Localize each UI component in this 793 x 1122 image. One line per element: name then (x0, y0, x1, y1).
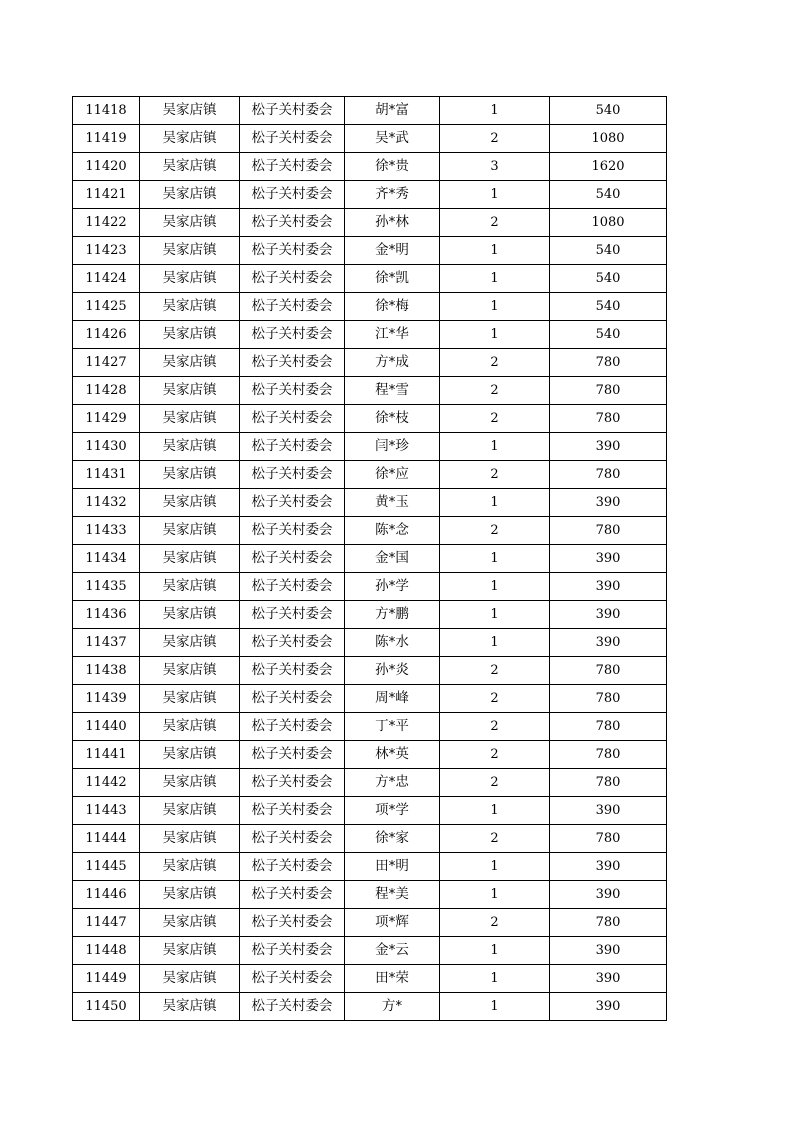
table-row (73, 853, 667, 881)
person-name-cell: 孙*林 (345, 209, 440, 237)
count-cell: 1 (440, 265, 550, 293)
count-cell: 1 (440, 181, 550, 209)
table-row (73, 825, 667, 853)
town-cell: 吴家店镇 (140, 153, 240, 181)
amount-cell: 390 (550, 489, 667, 517)
amount-cell: 390 (550, 853, 667, 881)
village-cell: 松子关村委会 (240, 993, 345, 1021)
count-cell: 2 (440, 405, 550, 433)
count-cell: 3 (440, 153, 550, 181)
town-cell: 吴家店镇 (140, 601, 240, 629)
town-cell: 吴家店镇 (140, 769, 240, 797)
table-row (73, 237, 667, 265)
amount-cell: 390 (550, 993, 667, 1021)
table-row (73, 601, 667, 629)
amount-cell: 1620 (550, 153, 667, 181)
village-cell: 松子关村委会 (240, 517, 345, 545)
village-cell: 松子关村委会 (240, 153, 345, 181)
table-row (73, 461, 667, 489)
row-id-cell: 11444 (73, 825, 140, 853)
row-id-cell: 11421 (73, 181, 140, 209)
person-name-cell: 徐*枝 (345, 405, 440, 433)
table-row (73, 769, 667, 797)
person-name-cell: 田*明 (345, 853, 440, 881)
row-id-cell: 11431 (73, 461, 140, 489)
count-cell: 2 (440, 657, 550, 685)
table-row (73, 97, 667, 125)
amount-cell: 780 (550, 461, 667, 489)
count-cell: 1 (440, 881, 550, 909)
amount-cell: 390 (550, 433, 667, 461)
data-table (72, 96, 667, 1021)
person-name-cell: 孙*学 (345, 573, 440, 601)
amount-cell: 780 (550, 825, 667, 853)
count-cell: 1 (440, 993, 550, 1021)
person-name-cell: 徐*梅 (345, 293, 440, 321)
table-row (73, 965, 667, 993)
amount-cell: 390 (550, 937, 667, 965)
town-cell: 吴家店镇 (140, 993, 240, 1021)
count-cell: 1 (440, 937, 550, 965)
person-name-cell: 程*雪 (345, 377, 440, 405)
row-id-cell: 11433 (73, 517, 140, 545)
count-cell: 2 (440, 713, 550, 741)
amount-cell: 780 (550, 909, 667, 937)
town-cell: 吴家店镇 (140, 237, 240, 265)
town-cell: 吴家店镇 (140, 937, 240, 965)
row-id-cell: 11420 (73, 153, 140, 181)
town-cell: 吴家店镇 (140, 685, 240, 713)
count-cell: 1 (440, 433, 550, 461)
table-row (73, 321, 667, 349)
amount-cell: 780 (550, 713, 667, 741)
person-name-cell: 江*华 (345, 321, 440, 349)
village-cell: 松子关村委会 (240, 881, 345, 909)
town-cell: 吴家店镇 (140, 181, 240, 209)
amount-cell: 540 (550, 265, 667, 293)
table-row (73, 517, 667, 545)
table-row (73, 545, 667, 573)
count-cell: 1 (440, 853, 550, 881)
town-cell: 吴家店镇 (140, 517, 240, 545)
village-cell: 松子关村委会 (240, 741, 345, 769)
amount-cell: 540 (550, 321, 667, 349)
row-id-cell: 11430 (73, 433, 140, 461)
town-cell: 吴家店镇 (140, 293, 240, 321)
village-cell: 松子关村委会 (240, 685, 345, 713)
person-name-cell: 方* (345, 993, 440, 1021)
table-row (73, 993, 667, 1021)
person-name-cell: 孙*炎 (345, 657, 440, 685)
row-id-cell: 11449 (73, 965, 140, 993)
amount-cell: 390 (550, 629, 667, 657)
count-cell: 2 (440, 517, 550, 545)
town-cell: 吴家店镇 (140, 853, 240, 881)
town-cell: 吴家店镇 (140, 461, 240, 489)
table-row (73, 377, 667, 405)
table-row (73, 433, 667, 461)
table-row (73, 349, 667, 377)
person-name-cell: 项*学 (345, 797, 440, 825)
amount-cell: 1080 (550, 209, 667, 237)
amount-cell: 390 (550, 881, 667, 909)
row-id-cell: 11450 (73, 993, 140, 1021)
amount-cell: 540 (550, 97, 667, 125)
row-id-cell: 11447 (73, 909, 140, 937)
row-id-cell: 11438 (73, 657, 140, 685)
person-name-cell: 金*明 (345, 237, 440, 265)
row-id-cell: 11426 (73, 321, 140, 349)
person-name-cell: 徐*贵 (345, 153, 440, 181)
table-row (73, 265, 667, 293)
table-row (73, 657, 667, 685)
table-row (73, 713, 667, 741)
person-name-cell: 徐*家 (345, 825, 440, 853)
table-row (73, 881, 667, 909)
village-cell: 松子关村委会 (240, 209, 345, 237)
village-cell: 松子关村委会 (240, 377, 345, 405)
village-cell: 松子关村委会 (240, 265, 345, 293)
count-cell: 1 (440, 965, 550, 993)
row-id-cell: 11423 (73, 237, 140, 265)
count-cell: 2 (440, 685, 550, 713)
person-name-cell: 项*辉 (345, 909, 440, 937)
row-id-cell: 11443 (73, 797, 140, 825)
amount-cell: 390 (550, 573, 667, 601)
table-row (73, 209, 667, 237)
count-cell: 2 (440, 769, 550, 797)
count-cell: 2 (440, 349, 550, 377)
count-cell: 2 (440, 909, 550, 937)
row-id-cell: 11418 (73, 97, 140, 125)
village-cell: 松子关村委会 (240, 825, 345, 853)
count-cell: 2 (440, 125, 550, 153)
village-cell: 松子关村委会 (240, 349, 345, 377)
count-cell: 1 (440, 97, 550, 125)
town-cell: 吴家店镇 (140, 209, 240, 237)
village-cell: 松子关村委会 (240, 461, 345, 489)
person-name-cell: 周*峰 (345, 685, 440, 713)
person-name-cell: 程*美 (345, 881, 440, 909)
row-id-cell: 11419 (73, 125, 140, 153)
town-cell: 吴家店镇 (140, 741, 240, 769)
row-id-cell: 11425 (73, 293, 140, 321)
count-cell: 1 (440, 601, 550, 629)
village-cell: 松子关村委会 (240, 489, 345, 517)
person-name-cell: 方*成 (345, 349, 440, 377)
village-cell: 松子关村委会 (240, 713, 345, 741)
amount-cell: 780 (550, 517, 667, 545)
table-row (73, 405, 667, 433)
row-id-cell: 11442 (73, 769, 140, 797)
amount-cell: 540 (550, 181, 667, 209)
village-cell: 松子关村委会 (240, 853, 345, 881)
person-name-cell: 方*鹏 (345, 601, 440, 629)
table-row (73, 489, 667, 517)
amount-cell: 1080 (550, 125, 667, 153)
town-cell: 吴家店镇 (140, 573, 240, 601)
village-cell: 松子关村委会 (240, 797, 345, 825)
person-name-cell: 田*荣 (345, 965, 440, 993)
count-cell: 1 (440, 489, 550, 517)
table-row (73, 181, 667, 209)
row-id-cell: 11434 (73, 545, 140, 573)
row-id-cell: 11440 (73, 713, 140, 741)
table-row (73, 909, 667, 937)
person-name-cell: 黄*玉 (345, 489, 440, 517)
town-cell: 吴家店镇 (140, 349, 240, 377)
count-cell: 1 (440, 321, 550, 349)
table-row (73, 629, 667, 657)
town-cell: 吴家店镇 (140, 97, 240, 125)
town-cell: 吴家店镇 (140, 405, 240, 433)
count-cell: 1 (440, 797, 550, 825)
row-id-cell: 11429 (73, 405, 140, 433)
row-id-cell: 11441 (73, 741, 140, 769)
town-cell: 吴家店镇 (140, 965, 240, 993)
amount-cell: 780 (550, 405, 667, 433)
person-name-cell: 闫*珍 (345, 433, 440, 461)
amount-cell: 780 (550, 685, 667, 713)
village-cell: 松子关村委会 (240, 181, 345, 209)
amount-cell: 390 (550, 545, 667, 573)
row-id-cell: 11436 (73, 601, 140, 629)
count-cell: 2 (440, 741, 550, 769)
count-cell: 1 (440, 545, 550, 573)
village-cell: 松子关村委会 (240, 573, 345, 601)
table-row (73, 937, 667, 965)
village-cell: 松子关村委会 (240, 433, 345, 461)
table-row (73, 153, 667, 181)
town-cell: 吴家店镇 (140, 909, 240, 937)
town-cell: 吴家店镇 (140, 797, 240, 825)
town-cell: 吴家店镇 (140, 377, 240, 405)
amount-cell: 780 (550, 377, 667, 405)
amount-cell: 780 (550, 741, 667, 769)
count-cell: 2 (440, 461, 550, 489)
town-cell: 吴家店镇 (140, 825, 240, 853)
table-body (73, 97, 667, 1021)
village-cell: 松子关村委会 (240, 909, 345, 937)
village-cell: 松子关村委会 (240, 321, 345, 349)
table-row (73, 573, 667, 601)
town-cell: 吴家店镇 (140, 489, 240, 517)
village-cell: 松子关村委会 (240, 601, 345, 629)
count-cell: 1 (440, 237, 550, 265)
person-name-cell: 胡*富 (345, 97, 440, 125)
amount-cell: 780 (550, 657, 667, 685)
town-cell: 吴家店镇 (140, 881, 240, 909)
person-name-cell: 徐*凯 (345, 265, 440, 293)
person-name-cell: 方*忠 (345, 769, 440, 797)
person-name-cell: 金*国 (345, 545, 440, 573)
table-row (73, 741, 667, 769)
village-cell: 松子关村委会 (240, 237, 345, 265)
row-id-cell: 11427 (73, 349, 140, 377)
person-name-cell: 陈*念 (345, 517, 440, 545)
person-name-cell: 金*云 (345, 937, 440, 965)
town-cell: 吴家店镇 (140, 629, 240, 657)
amount-cell: 540 (550, 293, 667, 321)
person-name-cell: 吴*武 (345, 125, 440, 153)
count-cell: 1 (440, 629, 550, 657)
town-cell: 吴家店镇 (140, 545, 240, 573)
village-cell: 松子关村委会 (240, 97, 345, 125)
count-cell: 2 (440, 377, 550, 405)
table-row (73, 685, 667, 713)
amount-cell: 540 (550, 237, 667, 265)
count-cell: 1 (440, 293, 550, 321)
row-id-cell: 11445 (73, 853, 140, 881)
table-row (73, 797, 667, 825)
count-cell: 2 (440, 825, 550, 853)
town-cell: 吴家店镇 (140, 657, 240, 685)
town-cell: 吴家店镇 (140, 265, 240, 293)
person-name-cell: 丁*平 (345, 713, 440, 741)
person-name-cell: 齐*秀 (345, 181, 440, 209)
town-cell: 吴家店镇 (140, 433, 240, 461)
row-id-cell: 11432 (73, 489, 140, 517)
person-name-cell: 林*英 (345, 741, 440, 769)
row-id-cell: 11428 (73, 377, 140, 405)
row-id-cell: 11446 (73, 881, 140, 909)
village-cell: 松子关村委会 (240, 657, 345, 685)
amount-cell: 390 (550, 797, 667, 825)
person-name-cell: 陈*水 (345, 629, 440, 657)
row-id-cell: 11437 (73, 629, 140, 657)
row-id-cell: 11424 (73, 265, 140, 293)
town-cell: 吴家店镇 (140, 713, 240, 741)
row-id-cell: 11435 (73, 573, 140, 601)
town-cell: 吴家店镇 (140, 321, 240, 349)
row-id-cell: 11439 (73, 685, 140, 713)
village-cell: 松子关村委会 (240, 405, 345, 433)
row-id-cell: 11448 (73, 937, 140, 965)
village-cell: 松子关村委会 (240, 629, 345, 657)
village-cell: 松子关村委会 (240, 293, 345, 321)
row-id-cell: 11422 (73, 209, 140, 237)
village-cell: 松子关村委会 (240, 125, 345, 153)
count-cell: 2 (440, 209, 550, 237)
village-cell: 松子关村委会 (240, 769, 345, 797)
village-cell: 松子关村委会 (240, 965, 345, 993)
amount-cell: 390 (550, 601, 667, 629)
amount-cell: 780 (550, 349, 667, 377)
village-cell: 松子关村委会 (240, 545, 345, 573)
person-name-cell: 徐*应 (345, 461, 440, 489)
amount-cell: 780 (550, 769, 667, 797)
table-row (73, 125, 667, 153)
table-row (73, 293, 667, 321)
amount-cell: 390 (550, 965, 667, 993)
village-cell: 松子关村委会 (240, 937, 345, 965)
count-cell: 1 (440, 573, 550, 601)
town-cell: 吴家店镇 (140, 125, 240, 153)
